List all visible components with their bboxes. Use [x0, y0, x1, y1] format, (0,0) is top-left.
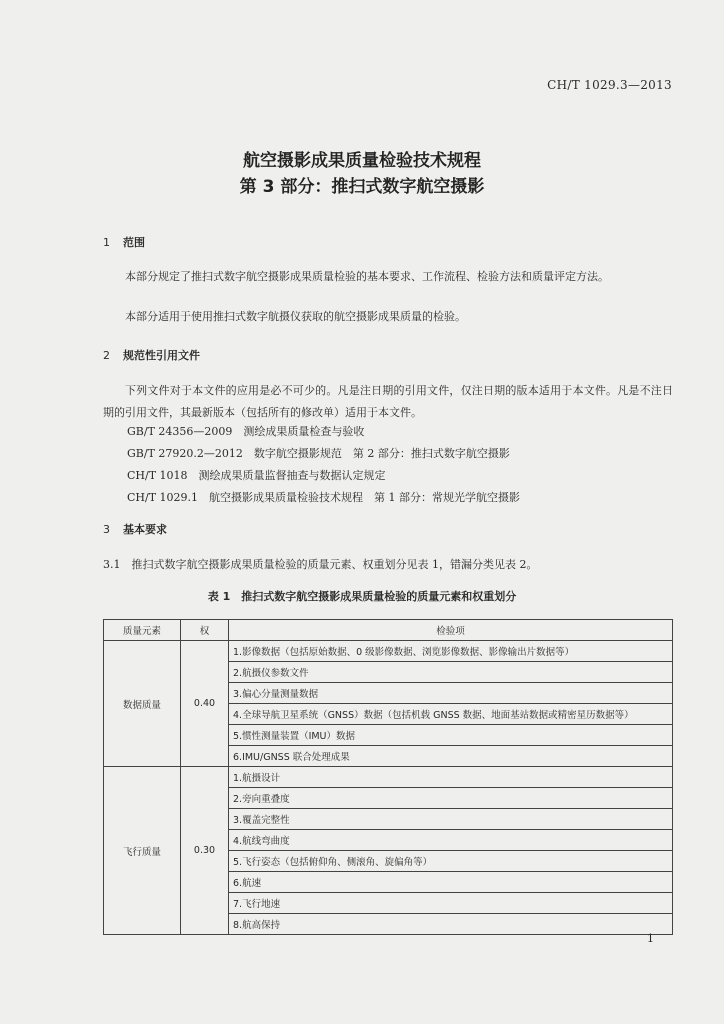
- item-cell: 1.航摄设计: [229, 767, 673, 788]
- reference-item: CH/T 1018 测绘成果质量监督抽查与数据认定规定: [127, 469, 386, 482]
- quality-elements-table: [103, 619, 673, 935]
- section-2-heading: [103, 347, 200, 363]
- standard-code: CH/T 1029.3—2013: [547, 78, 672, 92]
- document-subtitle: 第 3 部分：推扫式数字航空摄影: [239, 177, 485, 197]
- weight-cell: 0.40: [181, 641, 229, 767]
- section-title: 基本要求: [123, 523, 167, 536]
- reference-item: GB/T 27920.2—2012 数字航空摄影规范 第 2 部分：推扫式数字航空摄影: [127, 447, 510, 460]
- section-2-paragraph-1: 下列文件对于本文件的应用是必不可少的。凡是注日期的引用文件，仅注日期的版本适用于本文件。凡是不注日期的引用文件，其最新版本（包括所有的修改单）适用于本文件。: [103, 384, 673, 419]
- item-cell: 4.航线弯曲度: [229, 830, 673, 851]
- element-cell: 数据质量: [104, 641, 181, 767]
- header-element: 质量元素: [104, 620, 181, 641]
- item-cell: 5.惯性测量装置（IMU）数据: [229, 725, 673, 746]
- section-title: 范围: [123, 236, 145, 249]
- item-cell: 1.影像数据（包括原始数据、0 级影像数据、浏览影像数据、影像输出片数据等）: [229, 641, 673, 662]
- page-number: 1: [647, 932, 654, 945]
- reference-item: CH/T 1029.1 航空摄影成果质量检验技术规程 第 1 部分：常规光学航空摄影: [127, 491, 521, 504]
- section-number: 2: [103, 349, 110, 362]
- element-cell: 飞行质量: [104, 767, 181, 935]
- section-1-paragraph-2: 本部分适用于使用推扫式数字航摄仪获取的航空摄影成果质量的检验。: [125, 310, 466, 323]
- section-title: 规范性引用文件: [123, 349, 200, 362]
- section-number: 1: [103, 236, 110, 249]
- item-cell: 2.航摄仪参数文件: [229, 662, 673, 683]
- section-number: 3: [103, 523, 110, 536]
- clause-3-1: 3.1 推扫式数字航空摄影成果质量检验的质量元素、权重划分见表 1，错漏分类见表 2。: [103, 558, 538, 571]
- item-cell: 6.航速: [229, 872, 673, 893]
- item-cell: 6.IMU/GNSS 联合处理成果: [229, 746, 673, 767]
- table-row: [104, 641, 673, 662]
- table-caption: 表 1 推扫式数字航空摄影成果质量检验的质量元素和权重划分: [207, 590, 517, 603]
- header-item: 检验项: [229, 620, 673, 641]
- document-title: 航空摄影成果质量检验技术规程: [243, 151, 481, 171]
- weight-cell: 0.30: [181, 767, 229, 935]
- item-cell: 4.全球导航卫星系统（GNSS）数据（包括机载 GNSS 数据、地面基站数据或精密星历数据等）: [229, 704, 673, 725]
- item-cell: 8.航高保持: [229, 914, 673, 935]
- item-cell: 3.偏心分量测量数据: [229, 683, 673, 704]
- table-row: [104, 767, 673, 788]
- section-1-paragraph-1: 本部分规定了推扫式数字航空摄影成果质量检验的基本要求、工作流程、检验方法和质量评定方法。: [125, 270, 609, 283]
- item-cell: 5.飞行姿态（包括俯仰角、侧滚角、旋偏角等）: [229, 851, 673, 872]
- item-cell: 2.旁向重叠度: [229, 788, 673, 809]
- reference-item: GB/T 24356—2009 测绘成果质量检查与验收: [127, 425, 365, 438]
- item-cell: 7.飞行地速: [229, 893, 673, 914]
- item-cell: 3.覆盖完整性: [229, 809, 673, 830]
- header-weight: 权: [181, 620, 229, 641]
- section-3-heading: [103, 521, 167, 537]
- table-header-row: [104, 620, 673, 641]
- section-1-heading: [103, 234, 145, 250]
